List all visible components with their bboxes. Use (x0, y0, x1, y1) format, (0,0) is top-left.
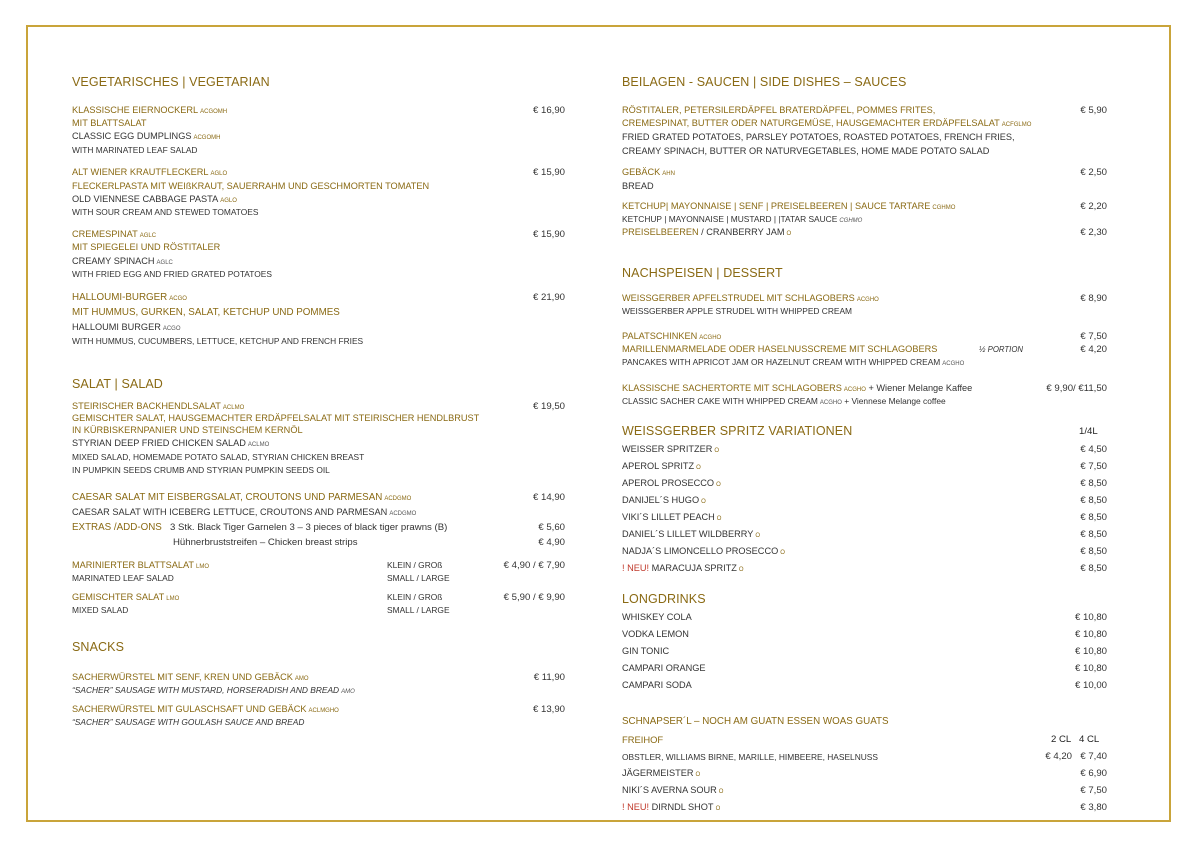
item-price: € 10,80 (1074, 612, 1107, 623)
item-price: € 11,90 (533, 672, 565, 683)
item-en2: WITH HUMMUS, CUCUMBERS, LETTUCE, KETCHUP AND FRENCH FRIES (72, 336, 364, 346)
item-price: € 8,50 (1080, 563, 1107, 574)
item-price-half: € 4,20 (1080, 344, 1107, 355)
item-name: GEBÄCK AHN (622, 167, 675, 177)
item-name: SACHERWÜRSTEL MIT GULASCHSAFT UND GEBÄCK ACLMGHO (72, 704, 339, 714)
item-price: € 4,90 / € 7,90 (503, 560, 565, 571)
item-size: KLEIN / GROß (387, 560, 443, 570)
section-title-dessert: NACHSPEISEN | DESSERT (622, 266, 783, 280)
item-price: € 2,50 (1080, 167, 1107, 178)
item-en: “SACHER” SAUSAGE WITH GOULASH SAUCE AND BREAD (72, 717, 305, 727)
item-name: PALATSCHINKEN ACGHO (622, 331, 722, 341)
list-item (622, 768, 700, 778)
item-en3: IN PUMPKIN SEEDS CRUMB AND STYRIAN PUMPKIN SEEDS OIL (72, 465, 330, 475)
item-name: ALT WIENER KRAUTFLECKERL AGLO (72, 167, 228, 177)
list-item (622, 680, 692, 690)
item-sub: MARILLENMARMELADE ODER HASELNUSSCREME MIT SCHLAGOBERS (622, 344, 938, 354)
item-name: GEMISCHTER SALAT LMO (72, 592, 180, 602)
size-header: 1/4L (1079, 426, 1098, 437)
item-size: KLEIN / GROß (387, 592, 443, 602)
item-name: DANIEL´S LILLET WILDBERRY (622, 529, 754, 539)
item-price: € 10,00 (1074, 680, 1107, 691)
list-item (622, 546, 785, 556)
item-sub: FLECKERLPASTA MIT WEIßKRAUT, SAUERRAHM UND GESCHMORTEN TOMATEN (72, 181, 430, 191)
allergen-code: O (716, 516, 722, 522)
allergen-code: O (696, 465, 701, 471)
item-en: OLD VIENNESE CABBAGE PASTA AGLO (72, 194, 237, 204)
half-portion-label: ½ PORTION (979, 345, 1024, 354)
item-name: SACHERWÜRSTEL MIT SENF, KREN UND GEBÄCK AMO (72, 672, 309, 682)
item-price: € 2,30 (1080, 227, 1107, 238)
section-title-snacks: SNACKS (72, 640, 125, 654)
item-sub: MIT SPIEGELEI UND RÖSTITALER (72, 242, 221, 252)
item-sub: IN KÜRBISKERNPANIER UND STEINSCHEM KERNÖL (72, 425, 303, 435)
item-price: € 8,50 (1080, 478, 1107, 489)
item-price: € 14,90 (532, 492, 565, 503)
list-item (622, 563, 744, 573)
list-item (622, 646, 669, 656)
extra-chicken: Hühnerbruststreifen – Chicken breast strips (173, 537, 358, 548)
freihof-label: FREIHOF (622, 734, 664, 745)
item-name: DANIJEL´S HUGO (622, 495, 700, 505)
item-sub: GEMISCHTER SALAT, HAUSGEMACHTER ERDÄPFELSALAT MIT STEIRISCHER HENDLBRUST (72, 413, 480, 423)
item-price: € 8,90 (1080, 293, 1107, 304)
item-name: WEISSGERBER APFELSTRUDEL MIT SCHLAGOBERS ACGHO (622, 293, 879, 303)
item-name: APEROL PROSECCO (622, 478, 715, 488)
item-en: BREAD (622, 181, 654, 191)
list-item (622, 444, 719, 454)
allergen-code: O (718, 789, 724, 795)
item-name: HALLOUMI-BURGER ACGO (72, 292, 187, 303)
item-price: € 10,80 (1074, 663, 1107, 674)
section-title-spritz: WEISSGERBER SPRITZ VARIATIONEN (622, 424, 853, 438)
item-name: CREMESPINAT AGLC (72, 229, 157, 239)
item-name: CAMPARI ORANGE (622, 663, 706, 673)
extras-label: EXTRAS /ADD-ONS (72, 522, 162, 533)
item-price: € 10,80 (1074, 629, 1107, 640)
allergen-code: O (695, 772, 701, 778)
item-name: APEROL SPRITZ (622, 461, 695, 471)
col-2cl: 2 CL (1051, 734, 1072, 745)
item-en: KETCHUP | MAYONNAISE | MUSTARD | |TATAR SAUCE CGHMO (622, 214, 863, 224)
item-name: VIKI´S LILLET PEACH (622, 512, 715, 522)
item-name: PREISELBEEREN / CRANBERRY JAM O (622, 227, 792, 237)
list-item (622, 802, 720, 812)
item-en2: MIXED SALAD, HOMEMADE POTATO SALAD, STYRIAN CHICKEN BREAST (72, 452, 365, 462)
item-price: € 15,90 (532, 167, 565, 178)
allergen-code: O (715, 806, 721, 812)
item-en: HALLOUMI BURGER ACGO (72, 322, 181, 332)
list-item (622, 612, 692, 622)
list-item (622, 495, 706, 505)
item-en: STYRIAN DEEP FRIED CHICKEN SALAD ACLMO (72, 438, 270, 448)
item-en2: CREAMY SPINACH, BUTTER OR NATURVEGETABLES, HOME MADE POTATO SALAD (622, 146, 990, 156)
item-price: € 9,90/ €11,50 (1046, 383, 1107, 394)
item-name: CAESAR SALAT MIT EISBERGSALAT, CROUTONS UND PARMESAN ACDGMO (72, 492, 412, 503)
item-en: MIXED SALAD (72, 605, 129, 615)
item-price: € 3,80 (1080, 802, 1107, 813)
item-en: CREAMY SPINACH AGLC (72, 256, 173, 266)
item-en2: WITH MARINATED LEAF SALAD (72, 145, 198, 155)
col-4cl: 4 CL (1079, 734, 1100, 745)
item-name: NADJA´S LIMONCELLO PROSECCO (622, 546, 779, 556)
item-price: € 10,80 (1074, 646, 1107, 657)
item-name: MARACUJA SPRITZ (649, 563, 737, 573)
item-en: CAESAR SALAT WITH ICEBERG LETTUCE, CROUTONS AND PARMESAN ACDGMO (72, 507, 417, 517)
item-price: € 7,50 (1080, 331, 1107, 342)
item-en: CLASSIC SACHER CAKE WITH WHIPPED CREAM ACGHO + Viennese Melange coffee (622, 396, 946, 406)
item-price: € 6,90 (1080, 768, 1107, 779)
list-item (622, 663, 706, 673)
item-sub: MIT HUMMUS, GURKEN, SALAT, KETCHUP UND POMMES (72, 307, 340, 318)
item-name: JÄGERMEISTER (622, 768, 694, 778)
price-2cl: € 4,20 (1045, 751, 1072, 762)
list-item (622, 785, 723, 795)
section-title-sides: BEILAGEN - SAUCEN | SIDE DISHES – SAUCES (622, 75, 907, 89)
item-en: WEISSGERBER APPLE STRUDEL WITH WHIPPED CREAM (622, 306, 853, 316)
item-name2: CREMESPINAT, BUTTER ODER NATURGEMÜSE, HAUSGEMACHTER ERDÄPFELSALAT ACFGLMO (622, 118, 1032, 128)
item-price: € 5,90 (1080, 105, 1107, 116)
item-name: NIKI´S AVERNA SOUR (622, 785, 717, 795)
item-en: MARINATED LEAF SALAD (72, 573, 174, 583)
new-badge: ! NEU! (622, 563, 650, 573)
item-price: € 21,90 (532, 292, 565, 303)
item-price: € 2,20 (1080, 201, 1107, 212)
item-price: € 5,90 / € 9,90 (503, 592, 565, 603)
allergen-code: O (714, 448, 720, 454)
item-price: € 8,50 (1080, 529, 1107, 540)
list-item (622, 629, 689, 639)
item-name: KETCHUP| MAYONNAISE | SENF | PREISELBEEREN | SAUCE TARTARE CGHMO (622, 201, 956, 211)
section-title-salad: SALAT | SALAD (72, 377, 163, 391)
item-name: KLASSISCHE SACHERTORTE MIT SCHLAGOBERS ACGHO + Wiener Melange Kaffee (622, 383, 973, 393)
new-badge: ! NEU! (622, 802, 650, 812)
item-en: CLASSIC EGG DUMPLINGS ACGOMH (72, 131, 221, 141)
section-title-schnaps: SCHNAPSER´L – NOCH AM GUATN ESSEN WOAS GUATS (622, 716, 889, 727)
item-name: CAMPARI SODA (622, 680, 692, 690)
extra-price: € 4,90 (538, 537, 565, 548)
item-price: € 4,50 (1080, 444, 1107, 455)
allergen-code: O (701, 499, 706, 505)
freihof-fruits: OBSTLER, WILLIAMS BIRNE, MARILLE, HIMBEERE, HASELNUSS (622, 752, 878, 762)
item-name: WHISKEY COLA (622, 612, 692, 622)
section-title-longdrinks: LONGDRINKS (622, 592, 706, 606)
item-name: KLASSISCHE EIERNOCKERL ACGOMH (72, 105, 228, 115)
item-name: MARINIERTER BLATTSALAT LMO (72, 560, 210, 570)
item-name: VODKA LEMON (622, 629, 689, 639)
item-price: € 7,50 (1080, 461, 1107, 472)
item-en2: WITH FRIED EGG AND FRIED GRATED POTATOES (72, 269, 272, 279)
item-price: € 8,50 (1080, 512, 1107, 523)
item-price: € 8,50 (1080, 495, 1107, 506)
item-en: “SACHER” SAUSAGE WITH MUSTARD, HORSERADISH AND BREAD AMO (72, 685, 355, 695)
list-item (622, 461, 701, 471)
item-name: GIN TONIC (622, 646, 670, 656)
item-name: RÖSTITALER, PETERSILERDÄPFEL BRATERDÄPFEL, POMMES FRITES, (622, 105, 936, 115)
item-price: € 13,90 (532, 704, 565, 715)
item-en2: WITH SOUR CREAM AND STEWED TOMATOES (72, 207, 259, 217)
list-item (622, 529, 760, 539)
item-price: € 7,50 (1080, 785, 1107, 796)
price-4cl: € 7,40 (1080, 751, 1107, 762)
extra-price: € 5,60 (538, 522, 565, 533)
item-name: WEISSER SPRITZER (622, 444, 713, 454)
allergen-code: O (716, 482, 721, 488)
item-price: € 15,90 (532, 229, 565, 240)
item-en: PANCAKES WITH APRICOT JAM OR HAZELNUT CREAM WITH WHIPPED CREAM ACGHO (622, 357, 965, 367)
item-price: € 16,90 (532, 105, 565, 116)
list-item (622, 512, 721, 522)
menu-border (26, 25, 1171, 822)
item-name: DIRNDL SHOT (649, 802, 714, 812)
extra-prawns: 3 Stk. Black Tiger Garnelen 3 – 3 pieces of black tiger prawns (B) (170, 522, 448, 533)
item-size-en: SMALL / LARGE (387, 573, 450, 583)
item-en: FRIED GRATED POTATOES, PARSLEY POTATOES, ROASTED POTATOES, FRENCH FRIES, (622, 132, 1015, 142)
section-title-vegetarian: VEGETARISCHES | VEGETARIAN (72, 75, 270, 89)
item-name: STEIRISCHER BACKHENDLSALAT ACLMO (72, 401, 245, 411)
item-price: € 19,50 (532, 401, 565, 412)
item-price: € 8,50 (1080, 546, 1107, 557)
allergen-code: O (780, 550, 785, 556)
item-sub: MIT BLATTSALAT (72, 118, 147, 128)
allergen-code: O (755, 533, 761, 539)
list-item (622, 478, 721, 488)
item-size-en: SMALL / LARGE (387, 605, 450, 615)
allergen-code: O (738, 567, 744, 573)
